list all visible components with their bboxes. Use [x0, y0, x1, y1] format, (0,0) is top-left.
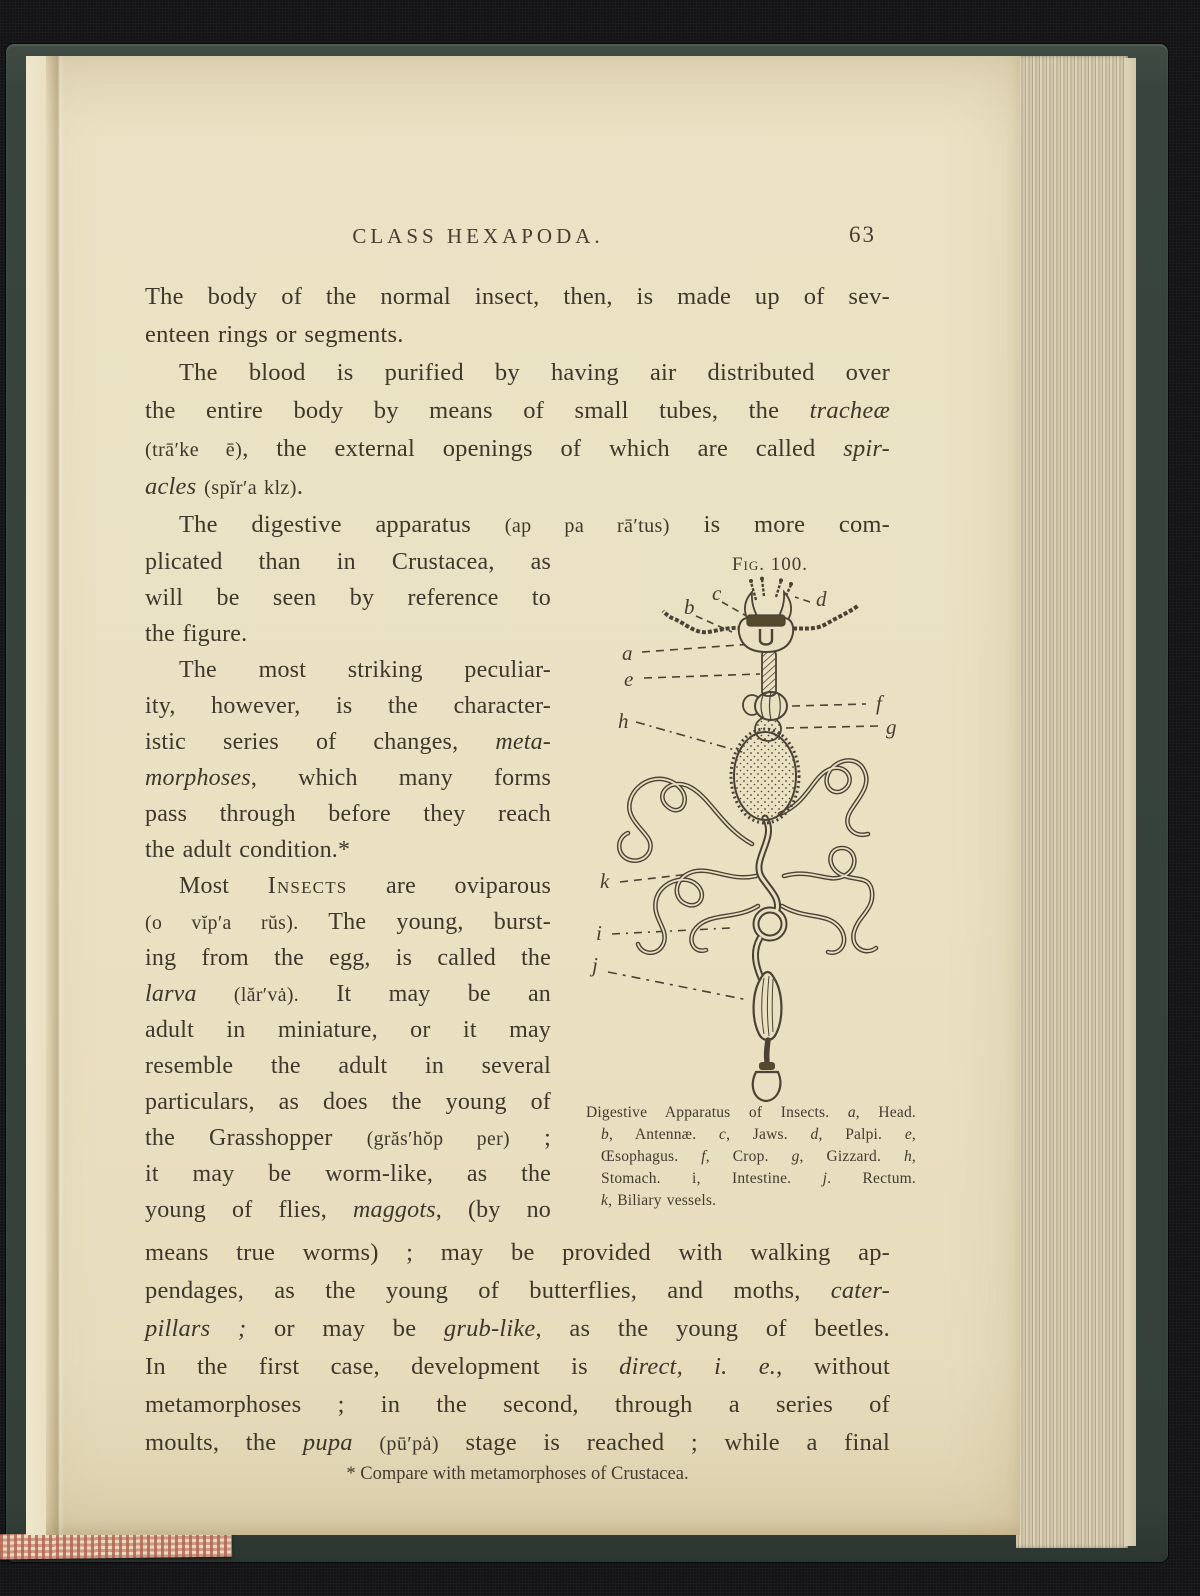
text-segment: the figure. — [145, 621, 248, 647]
head — [739, 615, 793, 652]
figure-label-c: c — [712, 581, 722, 605]
rectum — [753, 972, 782, 1101]
anal-collar — [759, 1062, 775, 1070]
book-page — [26, 56, 1020, 1535]
text-segment: , Palpi. — [818, 1126, 905, 1143]
text-line — [145, 544, 551, 580]
text-segment: will be seen by reference to — [145, 585, 551, 611]
text-segment: j — [822, 1170, 828, 1187]
text-segment: . — [296, 473, 304, 500]
text-segment: The body of the normal insect, then, is made up of sev- — [145, 283, 890, 310]
text-segment: , — [911, 1148, 916, 1165]
text-line — [145, 316, 890, 354]
text-segment: , Gizzard. — [799, 1148, 904, 1165]
text-segment: The blood is purified by having air distributed over — [179, 359, 890, 386]
text-segment: (ap pa rā′tus) — [504, 515, 670, 537]
text-line — [145, 580, 551, 616]
text-segment: , Antennæ. — [608, 1126, 719, 1143]
text-line — [145, 1192, 551, 1228]
text-line — [145, 976, 551, 1012]
text-segment: enteen rings or segments. — [145, 321, 404, 348]
text-segment: metamorphoses ; in the second, through a series of — [145, 1391, 890, 1418]
text-line — [145, 1424, 890, 1462]
text-segment: it may be worm-like, as the — [145, 1161, 551, 1187]
text-line — [145, 1012, 551, 1048]
text-segment: , as the young of beetles. — [535, 1315, 890, 1342]
text-segment: means true worms) ; may be provided with walking ap- — [145, 1239, 890, 1266]
text-line — [145, 1272, 890, 1310]
text-segment: , Jaws. — [726, 1126, 811, 1143]
text-segment: The most striking peculiar- — [179, 657, 551, 683]
paragraph-block-bottom — [145, 1234, 890, 1462]
text-segment: grub-like — [443, 1315, 536, 1342]
text-segment: (pū′pȧ) — [379, 1433, 439, 1455]
text-segment: meta- — [495, 729, 551, 755]
text-column-left — [145, 544, 551, 1228]
text-segment: spir- — [843, 435, 890, 462]
text-segment: the adult condition.* — [145, 837, 351, 863]
paragraph-block-top — [145, 278, 890, 544]
text-segment: istic series of changes, — [145, 729, 496, 755]
page-stack-highlight — [1124, 58, 1136, 1546]
page-gutter-crease — [46, 56, 64, 1535]
text-segment: resemble the adult in several — [145, 1053, 551, 1079]
text-line — [145, 392, 890, 430]
text-segment: acles — [145, 473, 197, 500]
text-segment: , (by no — [435, 1197, 551, 1223]
text-segment: pupa — [302, 1429, 353, 1456]
text-line — [145, 616, 551, 652]
text-line — [145, 652, 551, 688]
text-line — [145, 506, 890, 544]
text-segment: , which many forms — [250, 765, 551, 791]
footnote: * Compare with metamorphoses of Crustacea. — [346, 1464, 689, 1484]
text-segment — [196, 473, 204, 500]
text-segment: adult in miniature, or it may — [145, 1017, 551, 1043]
text-segment: b — [601, 1126, 609, 1143]
text-segment: pass through before they reach — [145, 801, 551, 827]
text-segment: (o vĭp′a rŭs). — [145, 912, 299, 934]
text-segment: , Head. — [855, 1104, 916, 1121]
text-segment: (grăs′hŏp per) — [366, 1128, 510, 1150]
intestine — [755, 818, 784, 978]
text-line — [145, 1310, 890, 1348]
text-segment: a — [847, 1104, 856, 1121]
text-segment: ing from the egg, is called the — [145, 945, 551, 971]
text-segment: Digestive Apparatus of Insects. — [586, 1104, 848, 1121]
figure-label-d: d — [816, 587, 827, 611]
text-line — [145, 278, 890, 316]
text-segment: stage is reached ; while a final — [438, 1429, 890, 1456]
text-segment: young of flies, — [145, 1197, 353, 1223]
text-segment: tracheæ — [809, 397, 890, 424]
text-line — [145, 904, 551, 940]
text-line — [145, 1348, 890, 1386]
text-line — [145, 1084, 551, 1120]
text-segment: , the external openings of which are called — [242, 435, 844, 462]
text-segment: is more com- — [669, 511, 891, 538]
text-segment: (spĭr′a klz) — [204, 477, 297, 499]
text-segment — [197, 981, 234, 1007]
caption-line — [586, 1146, 916, 1168]
text-segment: e — [904, 1126, 912, 1143]
text-segment: g — [791, 1148, 800, 1165]
page-stack-edge — [1016, 56, 1128, 1548]
text-segment: In the first case, development is — [145, 1353, 620, 1380]
figure-caption — [586, 1102, 916, 1212]
text-segment: Œsophagus. — [601, 1148, 702, 1165]
text-segment: f — [701, 1148, 706, 1165]
text-segment: , — [911, 1126, 916, 1143]
text-line — [145, 760, 551, 796]
figure-label-g: g — [886, 715, 897, 739]
text-line — [145, 354, 890, 392]
text-segment: particulars, as does the young of — [145, 1089, 551, 1115]
anal-bulb — [753, 1072, 781, 1101]
text-segment: It may be an — [299, 981, 551, 1007]
text-line — [145, 1386, 890, 1424]
figure-label-b: b — [684, 595, 695, 619]
text-segment: or may be — [246, 1315, 444, 1342]
text-segment — [353, 1429, 380, 1456]
figure-illustration — [560, 576, 1020, 1112]
text-segment: Insects — [267, 873, 348, 899]
page-inner-margin — [26, 56, 46, 1535]
figure-title: Fig. 100. — [731, 554, 809, 575]
oesophagus — [762, 650, 776, 696]
caption-line — [586, 1102, 916, 1124]
text-segment: (trā′ke ē) — [145, 439, 243, 461]
text-line — [145, 940, 551, 976]
text-segment: larva — [145, 981, 197, 1007]
text-segment: (lăr′vȧ). — [233, 984, 300, 1006]
figure-label-f: f — [876, 691, 882, 715]
figure-label-a: a — [622, 641, 633, 665]
text-segment: d — [810, 1126, 819, 1143]
text-segment: Stomach. i, Intestine. — [601, 1170, 823, 1187]
text-line — [145, 1120, 551, 1156]
text-segment: morphoses — [145, 765, 251, 791]
text-segment: pillars ; — [145, 1315, 247, 1342]
text-segment: . Rectum. — [827, 1170, 916, 1187]
text-segment: moults, the — [145, 1429, 303, 1456]
text-line — [145, 468, 890, 506]
text-segment: cater- — [830, 1277, 890, 1304]
text-segment: , without — [776, 1353, 890, 1380]
text-segment: plicated than in Crustacea, as — [145, 549, 551, 575]
text-line — [145, 796, 551, 832]
text-line — [145, 1048, 551, 1084]
text-segment: are oviparous — [347, 873, 551, 899]
figure-label-i: i — [596, 921, 602, 945]
text-segment: The digestive apparatus — [179, 511, 505, 538]
text-line — [145, 724, 551, 760]
head-collar — [747, 615, 785, 626]
text-line — [145, 430, 890, 468]
text-segment: k — [601, 1192, 609, 1209]
text-segment: pendages, as the young of butterflies, and moths, — [145, 1277, 831, 1304]
text-segment: h — [903, 1148, 912, 1165]
text-segment: , Biliary vessels. — [608, 1192, 717, 1209]
figure-label-j: j — [592, 953, 598, 977]
text-segment: ; — [509, 1125, 551, 1151]
cover-cloth-pattern — [0, 1532, 232, 1560]
text-segment: direct, i. e. — [619, 1353, 777, 1380]
stomach — [731, 729, 799, 823]
text-line — [145, 832, 551, 868]
caption-line — [586, 1190, 916, 1212]
text-line — [145, 1156, 551, 1192]
figure-label-k: k — [600, 869, 610, 893]
text-segment: The young, burst- — [298, 909, 551, 935]
figure-label-h: h — [618, 709, 629, 733]
running-header: CLASS HEXAPODA. — [352, 224, 604, 248]
text-segment: ity, however, is the character- — [145, 693, 551, 719]
text-segment: maggots — [353, 1197, 436, 1223]
caption-line — [586, 1168, 916, 1190]
text-segment: the Grasshopper — [145, 1125, 367, 1151]
text-segment: , Crop. — [705, 1148, 792, 1165]
figure-label-e: e — [624, 667, 634, 691]
text-line — [145, 688, 551, 724]
page-number: 63 — [849, 222, 876, 247]
text-segment: the entire body by means of small tubes, the — [145, 397, 810, 424]
text-line — [145, 1234, 890, 1272]
text-segment: Most — [179, 873, 268, 899]
text-line — [145, 868, 551, 904]
palpi-tips — [749, 577, 793, 586]
caption-line — [586, 1124, 916, 1146]
text-segment: c — [718, 1126, 727, 1143]
